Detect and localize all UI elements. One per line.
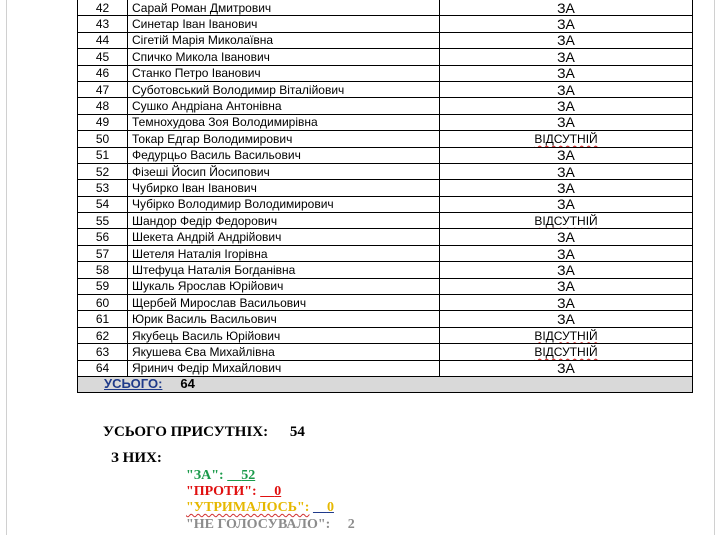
vote-none-line xyxy=(186,517,355,533)
table-row xyxy=(78,213,693,229)
deputy-name: Сарай Роман Дмитрович xyxy=(128,0,440,16)
total-value: 64 xyxy=(180,376,195,392)
deputy-name: Якушева Єва Михайлівна xyxy=(128,344,440,360)
vote-result: ЗА xyxy=(440,81,693,97)
vote-result: ЗА xyxy=(440,98,693,114)
table-row xyxy=(78,327,693,343)
vote-result: ЗА xyxy=(440,180,693,196)
deputy-name: Чубірко Володимир Володимирович xyxy=(128,196,440,212)
deputy-name: Шетеля Наталія Ігорівна xyxy=(128,245,440,261)
row-number: 48 xyxy=(78,98,128,114)
deputy-name: Синетар Іван Іванович xyxy=(128,16,440,32)
vote-result: ЗА xyxy=(440,311,693,327)
row-number: 59 xyxy=(78,278,128,294)
deputy-name: Якубець Василь Юрійович xyxy=(128,327,440,343)
vote-against-value xyxy=(260,484,281,499)
deputy-name: Суботовський Володимир Віталійович xyxy=(128,81,440,97)
vote-for-line xyxy=(186,468,255,484)
vote-result: ЗА xyxy=(440,65,693,81)
row-number: 47 xyxy=(78,81,128,97)
row-number: 43 xyxy=(78,16,128,32)
row-number: 63 xyxy=(78,344,128,360)
deputy-name: Спичко Микола Іванович xyxy=(128,49,440,65)
vote-result: ЗА xyxy=(440,295,693,311)
table-row xyxy=(78,311,693,327)
table-row xyxy=(78,295,693,311)
deputy-name: Юрик Василь Васильович xyxy=(128,311,440,327)
deputy-name: Чубирко Іван Іванович xyxy=(128,180,440,196)
vote-abstain-number: 0 xyxy=(326,500,334,515)
deputy-name: Сушко Андріана Антонівна xyxy=(128,98,440,114)
row-number: 52 xyxy=(78,163,128,179)
vote-for-value xyxy=(227,468,255,483)
vote-against-number: 0 xyxy=(274,484,282,499)
row-number: 53 xyxy=(78,180,128,196)
table-row xyxy=(78,344,693,360)
vote-result: ВІДСУТНІЙ xyxy=(440,344,693,360)
table-row xyxy=(78,49,693,65)
vote-result: ЗА xyxy=(440,0,693,16)
vote-result: ВІДСУТНІЙ xyxy=(440,327,693,343)
deputy-name: Федурцьо Василь Васильович xyxy=(128,147,440,163)
vote-abstain-label: "УТРИМАЛОСЬ": xyxy=(186,500,310,515)
table-row xyxy=(78,98,693,114)
row-number: 64 xyxy=(78,360,128,376)
page-edge-left xyxy=(6,0,7,535)
table-row xyxy=(78,180,693,196)
table-row xyxy=(78,65,693,81)
deputy-name: Шукаль Ярослав Юрійович xyxy=(128,278,440,294)
vote-abstain-value xyxy=(313,500,334,515)
row-number: 46 xyxy=(78,65,128,81)
table-row xyxy=(78,196,693,212)
row-number: 50 xyxy=(78,131,128,147)
table-row xyxy=(78,163,693,179)
vote-result: ЗА xyxy=(440,32,693,48)
table-row xyxy=(78,360,693,376)
total-cell xyxy=(78,376,693,392)
vote-result: ЗА xyxy=(440,360,693,376)
row-number: 55 xyxy=(78,213,128,229)
of-them-label: З НИХ: xyxy=(111,450,162,466)
deputy-name: Яринич Федір Михайлович xyxy=(128,360,440,376)
vote-result: ЗА xyxy=(440,114,693,130)
vote-result: ЗА xyxy=(440,147,693,163)
row-number: 61 xyxy=(78,311,128,327)
vote-abstain-line xyxy=(186,500,334,516)
table-row xyxy=(78,0,693,16)
vote-result: ЗА xyxy=(440,245,693,261)
deputy-name: Шекета Андрій Андрійович xyxy=(128,229,440,245)
table-row xyxy=(78,262,693,278)
deputy-name: Щербей Мирослав Васильович xyxy=(128,295,440,311)
table-row xyxy=(78,278,693,294)
vote-none-number: 2 xyxy=(347,517,355,532)
row-number: 56 xyxy=(78,229,128,245)
table-row xyxy=(78,131,693,147)
row-number: 54 xyxy=(78,196,128,212)
table-row xyxy=(78,229,693,245)
total-label: УСЬОГО: xyxy=(104,376,163,392)
vote-result: ЗА xyxy=(440,262,693,278)
vote-for-label: "ЗА": xyxy=(186,468,224,483)
deputy-name: Фізеші Йосип Йосипович xyxy=(128,163,440,179)
row-number: 42 xyxy=(78,0,128,16)
row-number: 45 xyxy=(78,49,128,65)
page-edge-right xyxy=(714,0,715,535)
voting-table-body xyxy=(78,0,693,392)
vote-result: ЗА xyxy=(440,229,693,245)
vote-none-label: "НЕ ГОЛОСУВАЛО": xyxy=(186,517,331,532)
vote-result: ЗА xyxy=(440,196,693,212)
row-number: 44 xyxy=(78,32,128,48)
table-row xyxy=(78,16,693,32)
row-number: 58 xyxy=(78,262,128,278)
vote-result: ЗА xyxy=(440,16,693,32)
total-row xyxy=(78,376,693,392)
deputy-name: Токар Едгар Володимирович xyxy=(128,131,440,147)
table-row xyxy=(78,245,693,261)
present-summary xyxy=(103,424,305,441)
row-number: 57 xyxy=(78,245,128,261)
vote-for-number: 52 xyxy=(241,468,256,483)
table-row xyxy=(78,147,693,163)
vote-result: ВІДСУТНІЙ xyxy=(440,213,693,229)
deputy-name: Темнохудова Зоя Володимирівна xyxy=(128,114,440,130)
deputy-name: Штефуца Наталія Богданівна xyxy=(128,262,440,278)
deputy-name: Шандор Федір Федорович xyxy=(128,213,440,229)
vote-result: ЗА xyxy=(440,278,693,294)
vote-result: ЗА xyxy=(440,163,693,179)
row-number: 60 xyxy=(78,295,128,311)
table-row xyxy=(78,114,693,130)
vote-against-label: "ПРОТИ": xyxy=(186,484,257,499)
voting-table xyxy=(77,0,693,393)
row-number: 51 xyxy=(78,147,128,163)
present-label: УСЬОГО ПРИСУТНІХ: xyxy=(103,424,269,440)
row-number: 62 xyxy=(78,327,128,343)
vote-against-line xyxy=(186,484,281,500)
row-number: 49 xyxy=(78,114,128,130)
table-row xyxy=(78,32,693,48)
deputy-name: Станко Петро Іванович xyxy=(128,65,440,81)
present-value: 54 xyxy=(289,424,305,440)
vote-none-value xyxy=(334,517,355,532)
vote-result: ВІДСУТНІЙ xyxy=(440,131,693,147)
table-row xyxy=(78,81,693,97)
vote-result: ЗА xyxy=(440,49,693,65)
deputy-name: Сігетій Марія Миколаївна xyxy=(128,32,440,48)
